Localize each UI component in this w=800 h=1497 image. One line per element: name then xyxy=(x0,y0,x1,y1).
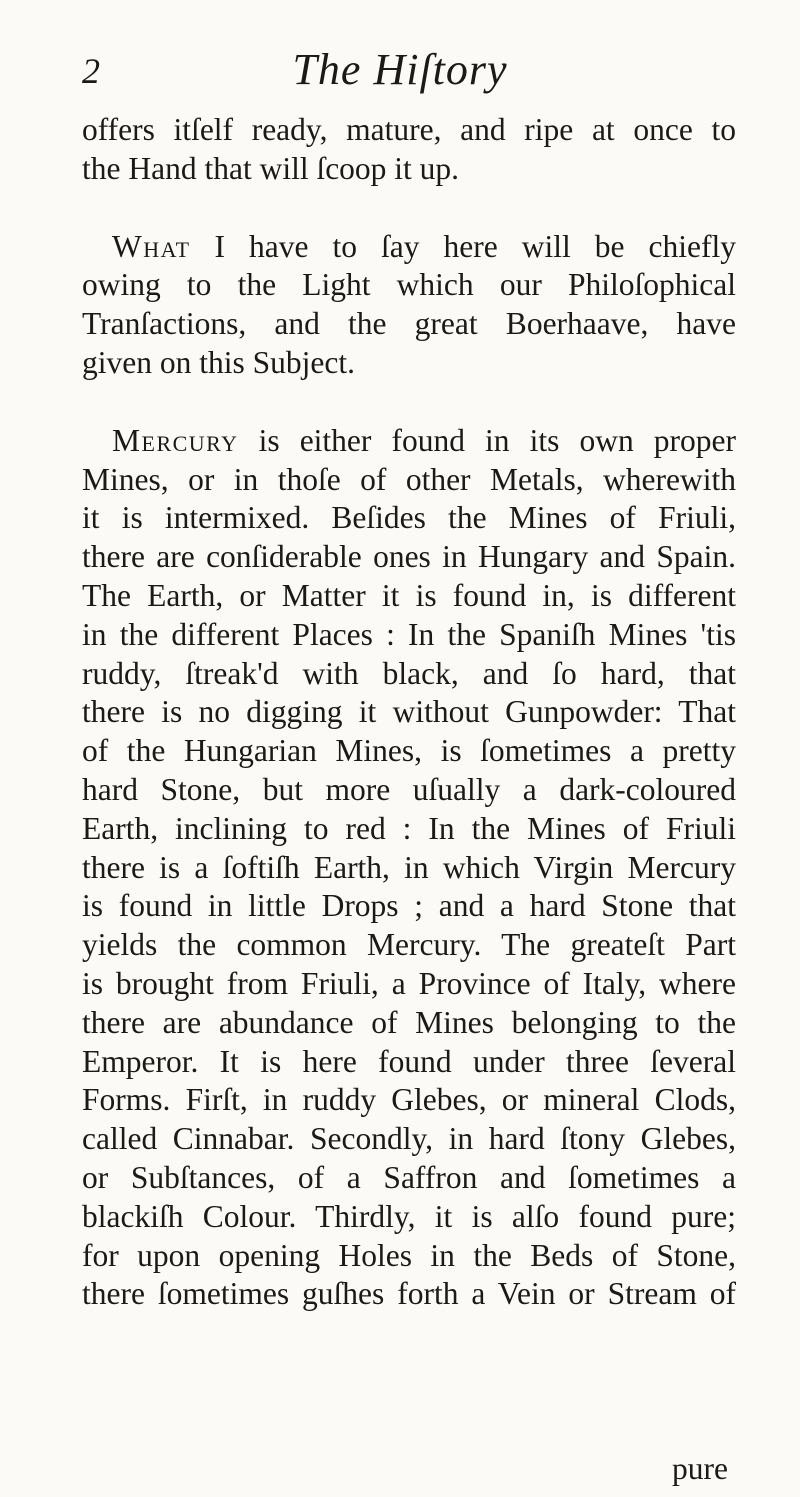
lead-word: Mercury xyxy=(112,422,239,458)
text-line: ruddy, ſtreak'd with black, and ſo hard, that xyxy=(82,655,736,691)
text-line: offers itſelf ready, mature, and ripe at once to xyxy=(82,112,736,147)
page-number: 2 xyxy=(82,51,100,91)
text-line: blackiſh Colour. Thirdly, it is alſo found pure; xyxy=(82,1198,736,1234)
text-line-rest: is either found in its own proper xyxy=(238,422,736,458)
text-line: The Earth, or Matter it is found in, is different xyxy=(82,577,736,613)
text-line: of the Hungarian Mines, is ſometimes a pretty xyxy=(82,733,736,769)
text-line-rest: I have to ſay here will be chiefly xyxy=(190,228,736,264)
text-line: is brought from Friuli, a Province of Italy, where xyxy=(82,965,736,1001)
text-line: is found in little Drops ; and a hard Stone that xyxy=(82,888,736,924)
text-line: there are abundance of Mines belonging to the xyxy=(82,1004,736,1040)
text-line: Tranſactions, and the great Boerhaave, have xyxy=(82,306,736,342)
text-line xyxy=(82,228,736,267)
body-text xyxy=(82,111,736,1314)
text-line: given on this Subject. xyxy=(82,344,355,380)
text-line: Earth, inclining to red : In the Mines of Friuli xyxy=(82,810,736,846)
text-line: Emperor. It is here found under three ſeveral xyxy=(82,1043,736,1079)
paragraph-1 xyxy=(82,111,736,189)
paragraph-gap xyxy=(82,383,736,422)
text-line: owing to the Light which our Philoſophical xyxy=(82,267,736,303)
text-line: in the different Places : In the Spaniſh Mines 'tis xyxy=(82,616,736,652)
lead-word: What xyxy=(112,228,191,264)
text-line: there is a ſoftiſh Earth, in which Virgin Mercury xyxy=(82,849,736,885)
text-line: the Hand that will ſcoop it up. xyxy=(82,150,460,186)
text-line: Forms. Firſt, in ruddy Glebes, or mineral Clods, xyxy=(82,1082,736,1118)
paragraph-3 xyxy=(82,422,736,1314)
text-line: or Subſtances, of a Saffron and ſometimes a xyxy=(82,1159,736,1195)
text-line: for upon opening Holes in the Beds of Stone, xyxy=(82,1237,736,1273)
text-line: there ſometimes guſhes forth a Vein or Stream of xyxy=(82,1276,736,1312)
catchword: pure xyxy=(672,1451,728,1486)
text-line xyxy=(82,422,736,461)
text-line: there is no digging it without Gunpowder: That xyxy=(82,694,736,730)
text-line: there are conſiderable ones in Hungary and Spain. xyxy=(82,539,736,575)
text-line: called Cinnabar. Secondly, in hard ſtony Glebes, xyxy=(82,1121,736,1157)
paragraph-gap xyxy=(82,189,736,228)
text-line: Mines, or in thoſe of other Metals, wherewith xyxy=(82,461,736,497)
paragraph-2 xyxy=(82,228,736,383)
text-line: hard Stone, but more uſually a dark-coloured xyxy=(82,771,736,807)
text-line: yields the common Mercury. The greateſt Part xyxy=(82,927,736,963)
text-line: it is intermixed. Beſides the Mines of Friuli, xyxy=(82,500,736,536)
running-title: The Hiſtory xyxy=(292,45,508,94)
page-header xyxy=(0,44,800,104)
